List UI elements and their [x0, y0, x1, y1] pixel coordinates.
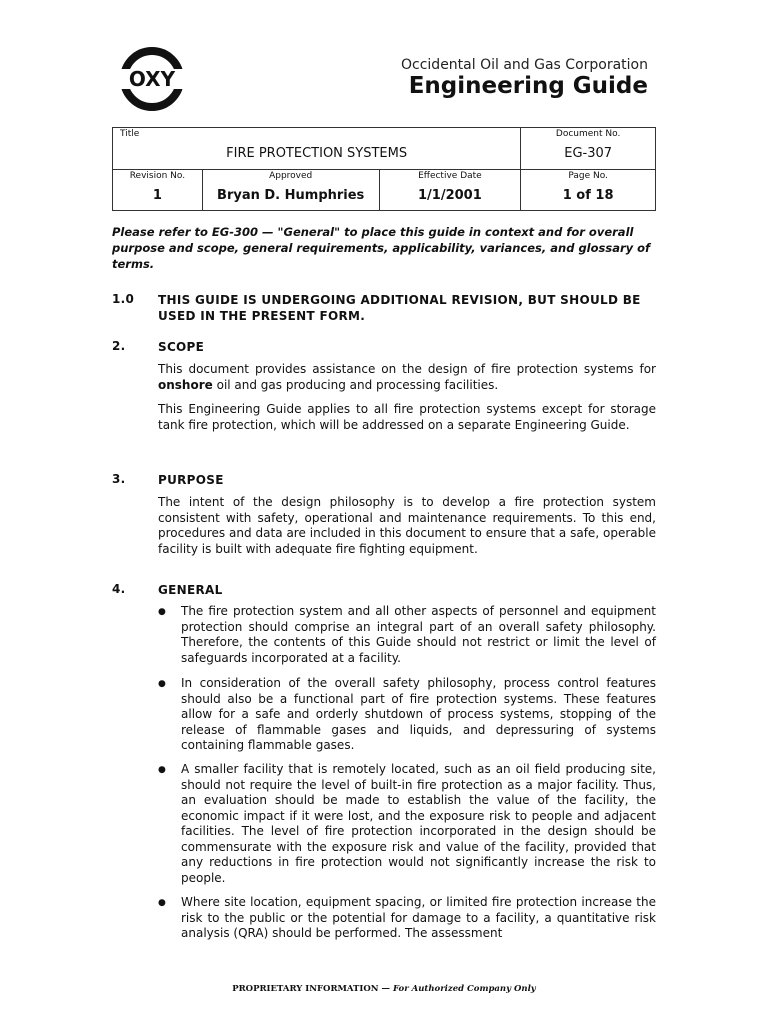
document-number-value: EG-307: [564, 146, 613, 161]
title-label: Title: [120, 129, 140, 139]
section-2-heading: SCOPE: [158, 340, 205, 354]
footer-italic: For Authorized Company Only: [392, 984, 536, 994]
logo-text: OXY: [128, 67, 176, 91]
title-cell: [113, 128, 521, 170]
document-info-table: [112, 127, 656, 211]
bullet-marker: ●: [158, 765, 166, 775]
scope-paragraph-1: [158, 362, 656, 393]
section-1-heading: THIS GUIDE IS UNDERGOING ADDITIONAL REVISION, BUT SHOULD BE USED IN THE PRESENT FORM.: [158, 293, 641, 323]
purpose-paragraph: The intent of the design philosophy is to develop a fire protection system consistent with safety, operational and maintenance requirements. To this end, procedures and data are included in this document to ensure that a safe, operable facility is built with adequate fire fighting equipment.: [158, 495, 656, 556]
document-number-label: Document No.: [555, 129, 621, 139]
scope-p1-text-a: This document provides assistance on the design of fire protection systems for: [158, 362, 656, 376]
approved-cell: [202, 170, 379, 211]
bullet-marker: ●: [158, 898, 166, 908]
revision-label: Revision No.: [129, 171, 186, 181]
document-number-cell: [521, 128, 656, 170]
effective-date-value: 1/1/2001: [418, 188, 482, 203]
intro-note: Please refer to EG-300 — "General" to place this guide in context and for overall purpose and scope, general requirements, applicability, variances, and glossary of terms.: [112, 225, 651, 271]
bullet-marker: ●: [158, 607, 166, 617]
section-3-heading: PURPOSE: [158, 473, 224, 487]
page-title: Engineering Guide: [408, 73, 648, 99]
effective-date-cell: [379, 170, 521, 211]
scope-paragraph-2: This Engineering Guide applies to all fire protection systems except for storage tank fire protection, which will be addressed on a separate Engineering Guide.: [158, 402, 656, 432]
section-2-number: 2.: [112, 339, 126, 353]
section-1-number: 1.0: [112, 292, 135, 306]
section-4-heading: GENERAL: [158, 583, 223, 597]
footer-notice: [0, 984, 768, 994]
approved-value: Bryan D. Humphries: [217, 188, 365, 203]
revision-cell: [113, 170, 203, 211]
section-4-number: 4.: [112, 582, 126, 596]
general-bullet-4: Where site location, equipment spacing, or limited fire protection increase the risk to the public or the potential for damage to a facility, a quantitative risk analysis (QRA) should be performed. The assessment: [181, 895, 656, 940]
page-number-cell: [521, 170, 656, 211]
revision-value: 1: [152, 188, 162, 203]
general-bullet-3: A smaller facility that is remotely located, such as an oil field producing site, should not require the level of built-in fire protection as a major facility. Thus, an evaluation should be made to establish the value of the facility, the economic impact if it were lost, and the exposure risk to people and adjacent facilities. The level of fire protection incorporated in the design should be commensurate with the exposure risk and value of the facility, provided that any reductions in fire protection would not significantly increase the risk to people.: [181, 762, 656, 885]
general-bullet-2: In consideration of the overall safety philosophy, process control features should also be a functional part of fire protection systems. These features allow for a safe and orderly shutdown of process systems, stopping of the release of flammable gases and liquids, and depressuring of systems containing flammable gases.: [181, 676, 656, 752]
bullet-marker: ●: [158, 679, 166, 689]
approved-label: Approved: [269, 171, 313, 181]
scope-p1-text-b: oil and gas producing and processing facilities.: [212, 377, 499, 392]
scope-p1-bold: onshore: [158, 377, 213, 392]
page-number-value: 1 of 18: [562, 188, 614, 203]
general-bullet-1: The fire protection system and all other aspects of personnel and equipment protection should comprise an integral part of an overall safety philosophy. Therefore, the contents of this Guide should not restrict or limit the level of safeguards incorporated at a facility.: [181, 604, 656, 665]
oxy-logo: [119, 46, 185, 112]
section-3-number: 3.: [112, 472, 126, 486]
title-value: FIRE PROTECTION SYSTEMS: [226, 146, 408, 161]
footer-bold: PROPRIETARY INFORMATION —: [232, 984, 393, 994]
company-name: Occidental Oil and Gas Corporation: [401, 57, 648, 73]
effective-date-label: Effective Date: [418, 171, 482, 181]
page-number-label: Page No.: [568, 171, 608, 181]
